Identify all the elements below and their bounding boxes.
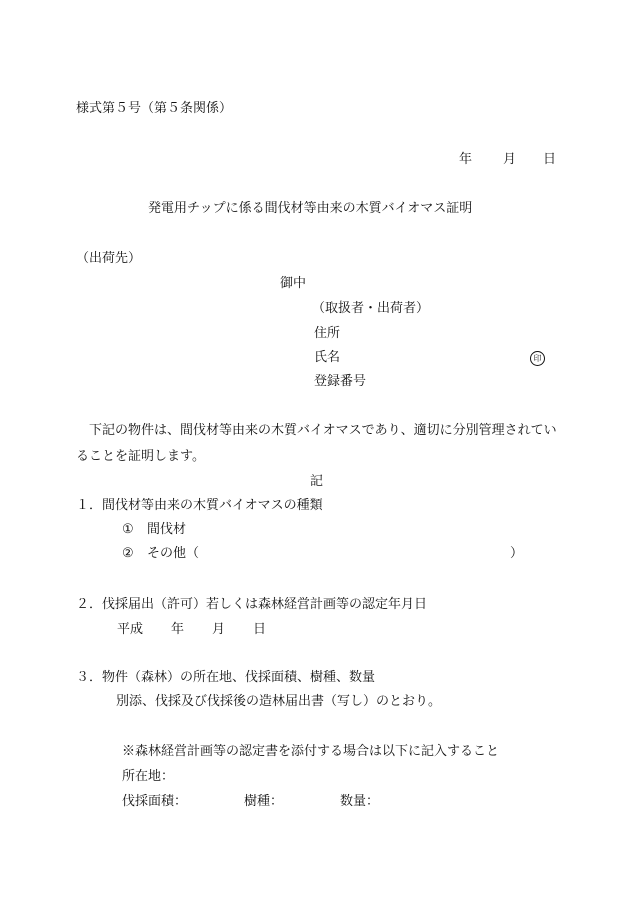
date-year: 年 — [459, 152, 473, 167]
option2-mark: ② — [122, 546, 134, 561]
date-day: 日 — [543, 152, 557, 167]
option2-close: ） — [510, 546, 524, 561]
felling-area-label: 伐採面積： — [122, 794, 188, 809]
address-label: 住所 — [314, 326, 341, 341]
section2-year: 年 — [171, 622, 185, 637]
quantity-label: 数量： — [340, 794, 380, 809]
registration-label: 登録番号 — [314, 374, 367, 389]
section2-month: 月 — [212, 622, 226, 637]
ki-heading: 記 — [310, 474, 324, 489]
note-text: ※森林経営計画等の認定書を添付する場合は以下に記入すること — [122, 744, 500, 759]
document-title: 発電用チップに係る間伐材等由来の木質バイオマス証明 — [148, 201, 473, 216]
option1-mark: ① — [122, 522, 134, 537]
option2-label: その他（ — [147, 546, 200, 561]
recipient-label: （出荷先） — [76, 251, 142, 266]
section2-heading: ２．伐採届出（許可）若しくは森林経営計画等の認定年月日 — [76, 597, 428, 612]
form-number: 様式第５号（第５条関係） — [76, 101, 233, 116]
statement-paragraph: 下記の物件は、間伐材等由来の木質バイオマスであり、適切に分別管理されていることを証明します。 — [76, 423, 557, 464]
date-month: 月 — [503, 152, 517, 167]
recipient-honorific: 御中 — [280, 276, 307, 291]
section1-heading: １．間伐材等由来の木質バイオマスの種類 — [76, 498, 323, 513]
species-label: 樹種： — [244, 794, 284, 809]
option1-label: 間伐材 — [147, 522, 187, 537]
section3-heading: ３．物件（森林）の所在地、伐採面積、樹種、数量 — [76, 670, 376, 685]
sender-header: （取扱者・出荷者） — [312, 301, 430, 316]
section2-era: 平成 — [117, 622, 144, 637]
seal-mark: 印 — [530, 351, 545, 366]
section2-day: 日 — [253, 622, 267, 637]
location-label: 所在地： — [122, 769, 175, 784]
name-label: 氏名 — [314, 350, 341, 365]
section3-body: 別添、伐採及び伐採後の造林届出書（写し）のとおり。 — [116, 694, 442, 709]
